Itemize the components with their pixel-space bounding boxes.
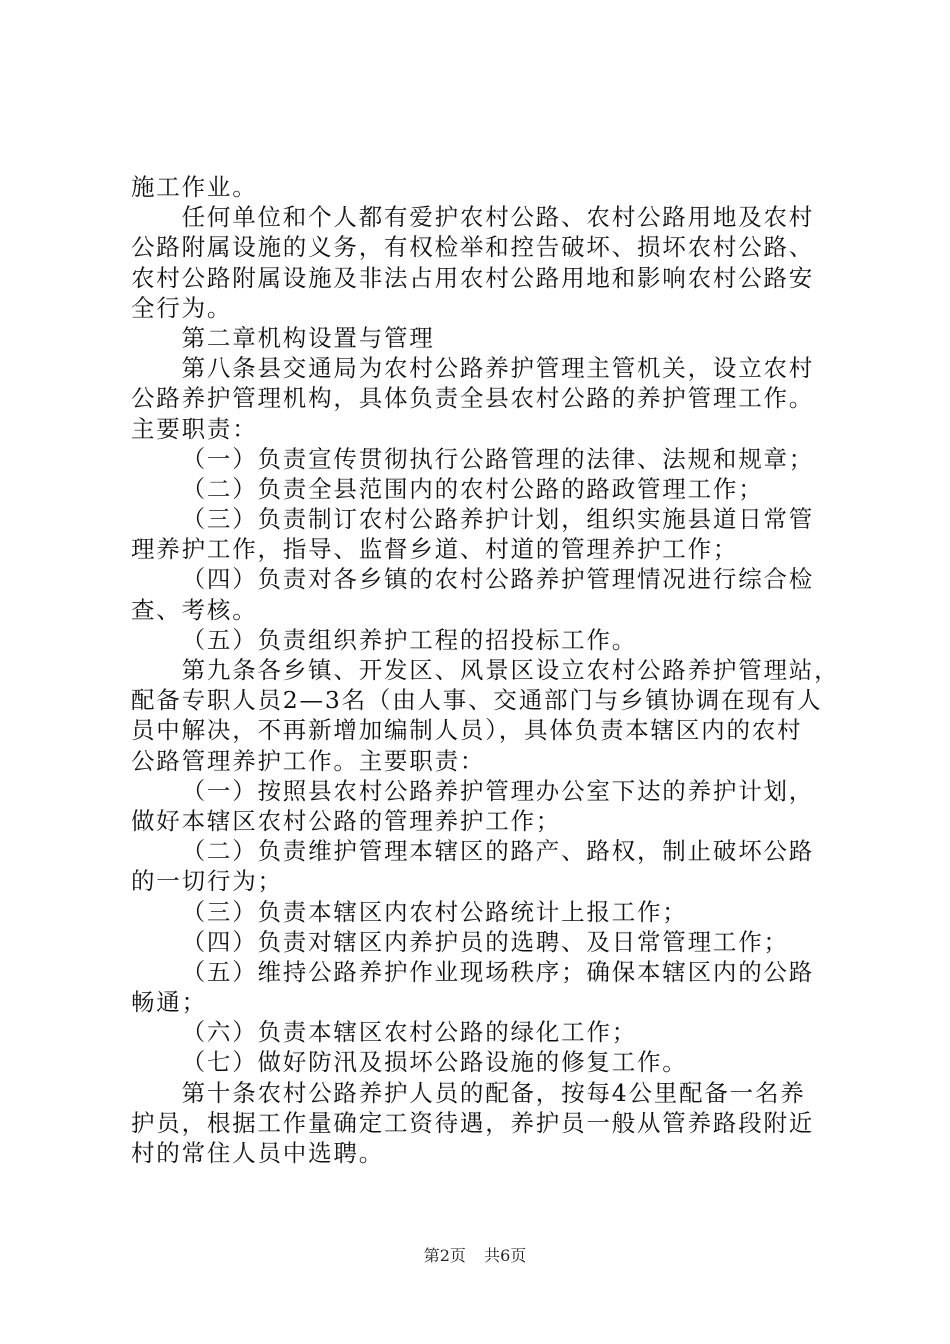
text-line: 第八条县交通局为农村公路养护管理主管机关，设立农村 (181, 354, 815, 383)
text-line: 全行为。 (131, 293, 233, 322)
text-line: 做好本辖区农村公路的管理养护工作； (131, 806, 562, 835)
text-line: （二）负责全县范围内的农村公路的路政管理工作； (181, 474, 764, 503)
text-line: 畅通； (131, 988, 207, 1017)
text-line: 村的常住人员中选聘。 (131, 1139, 384, 1167)
text-line: （五）维持公路养护作业现场秩序；确保本辖区内的公路 (181, 957, 815, 986)
page-number: 第2页 (423, 1246, 466, 1265)
document-body (131, 172, 840, 1168)
text-line: 配备专职人员2—3名（由人事、交通部门与乡镇协调在现有人 (131, 686, 823, 715)
text-line: 员中解决，不再新增加编制人员），具体负责本辖区内的农村 (131, 716, 803, 745)
text-line: 第十条农村公路养护人员的配备，按每4公里配备一名养 (181, 1078, 806, 1107)
text-line: 第九条各乡镇、开发区、风景区设立农村公路养护管理站， (181, 656, 840, 684)
text-line: 理养护工作，指导、监督乡道、村道的管理养护工作； (131, 535, 739, 564)
text-line: （七）做好防汛及损坏公路设施的修复工作。 (181, 1048, 688, 1077)
text-line: 第二章机构设置与管理 (181, 323, 435, 352)
text-line: 任何单位和个人都有爱护农村公路、农村公路用地及农村 (181, 203, 815, 232)
text-line: （一）按照县农村公路养护管理办公室下达的养护计划， (181, 776, 815, 805)
text-line: 农村公路附属设施及非法占用农村公路用地和影响农村公路安 (131, 263, 815, 292)
text-line: 公路养护管理机构，具体负责全县农村公路的养护管理工作。 (131, 384, 815, 413)
text-line: （三）负责制订农村公路养护计划，组织实施县道日常管 (181, 505, 815, 534)
text-line: 施工作业。 (131, 173, 258, 201)
text-line: （三）负责本辖区内农村公路统计上报工作； (181, 897, 688, 926)
text-line: 查、考核。 (131, 595, 258, 624)
text-line: 主要职责： (131, 414, 258, 443)
text-line: （一）负责宣传贯彻执行公路管理的法律、法规和规章； (181, 444, 815, 473)
text-line: （五）负责组织养护工程的招投标工作。 (181, 625, 637, 654)
text-line: 的一切行为； (131, 867, 283, 896)
text-line: （二）负责维护管理本辖区的路产、路权，制止破坏公路 (181, 837, 815, 866)
text-line: （六）负责本辖区农村公路的绿化工作； (181, 1018, 637, 1047)
page-footer (0, 1243, 950, 1266)
page-total: 共6页 (484, 1246, 527, 1265)
text-line: （四）负责对辖区内养护员的选聘、及日常管理工作； (181, 927, 789, 956)
text-line: 公路附属设施的义务，有权检举和控告破坏、损坏农村公路、 (131, 233, 815, 262)
text-line: （四）负责对各乡镇的农村公路养护管理情况进行综合检 (181, 565, 815, 594)
text-line: 护员，根据工作量确定工资待遇，养护员一般从管养路段附近 (131, 1108, 815, 1137)
text-line: 公路管理养护工作。主要职责： (131, 746, 486, 775)
